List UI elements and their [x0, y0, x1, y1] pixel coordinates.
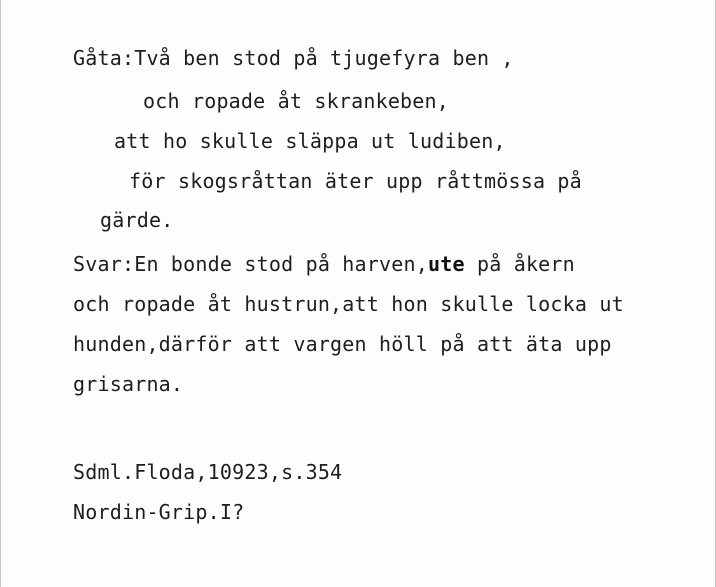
answer-line-4: grisarna.	[73, 372, 184, 396]
source-reference: Sdml.Floda,10923,s.354	[73, 460, 343, 484]
answer-line-3: hunden,därför att vargen höll på att äta upp	[73, 332, 612, 356]
answer-line-2: och ropade åt hustrun,att hon skulle locka ut	[73, 292, 624, 316]
riddle-line-5: gärde.	[100, 208, 174, 232]
riddle-line-3: att ho skulle släppa ut ludiben,	[114, 129, 506, 153]
riddle-line-1: Gåta:Två ben stod på tjugefyra ben ,	[73, 46, 514, 70]
source-author: Nordin-Grip.I?	[73, 500, 245, 524]
riddle-line-2: och ropade åt skrankeben,	[143, 89, 450, 113]
riddle-line-4: för skogsråttan äter upp råttmössa på	[129, 169, 582, 193]
answer-line-1-end: på åkern	[464, 252, 575, 276]
answer-line-1	[73, 251, 575, 277]
overtyped-word: ute	[428, 252, 465, 276]
answer-line-1-start: Svar:En bonde stod på harven,	[73, 252, 428, 276]
